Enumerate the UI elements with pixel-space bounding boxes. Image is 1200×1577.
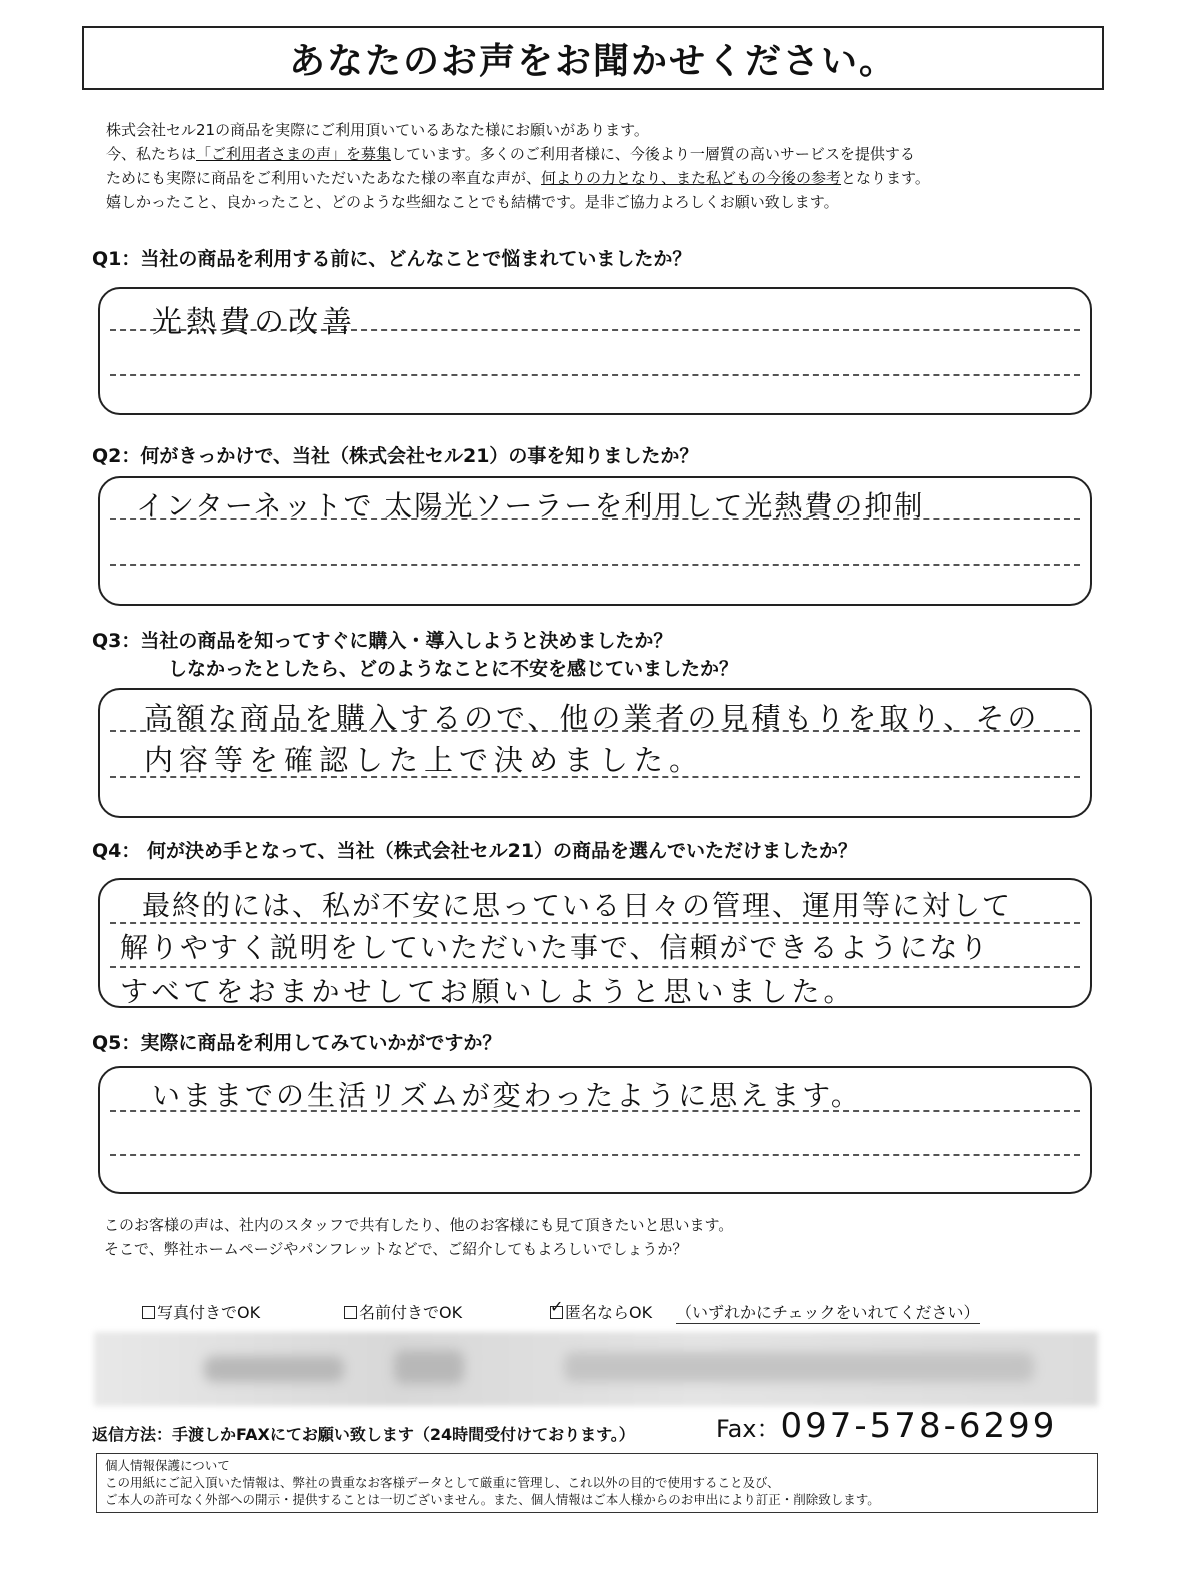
- answer-box-2: [98, 476, 1092, 606]
- title-box: [82, 26, 1104, 90]
- share-line-1: このお客様の声は、社内のスタッフで共有したり、他のお客様にも見て頂きたいと思います。: [104, 1216, 734, 1234]
- answer-2-line-1: インターネットで 太陽光ソーラーを利用して光熱費の抑制: [136, 489, 925, 522]
- privacy-notice: [96, 1453, 1098, 1513]
- answer-4-line-1: 最終的には、私が不安に思っている日々の管理、運用等に対して: [142, 889, 1013, 922]
- answer-box-4: [98, 878, 1092, 1008]
- option-photo[interactable]: [142, 1300, 260, 1323]
- privacy-line-2: この用紙にご記入頂いた情報は、弊社の貴重なお客様データとして厳重に管理し、これ以外の目的で使用すること及び、: [105, 1475, 780, 1490]
- intro-line-2-underlined: 「ご利用者さまの声」を募集: [196, 145, 392, 163]
- answer-4-line-3: すべてをおまかせしてお願いしようと思いました。: [120, 975, 856, 1008]
- fax-number-block: [716, 1406, 1057, 1446]
- question-2: Q2：何がきっかけで、当社（株式会社セル21）の事を知りましたか？: [92, 445, 699, 467]
- fax-label: Fax：: [716, 1415, 781, 1443]
- intro-line-3-a: ためにも実際に商品をご利用いただいたあなた様の率直な声が、: [106, 169, 542, 187]
- check-mark-icon: ✓: [550, 1297, 564, 1316]
- option-name-label: 名前付きでOK: [359, 1303, 463, 1322]
- intro-line-2-a: 今、私たちは: [106, 145, 197, 163]
- privacy-line-3: ご本人の許可なく外部への開示・提供することは一切ございません。また、個人情報はご本人様からのお申出により訂正・削除致します。: [105, 1492, 880, 1507]
- intro-text: [106, 118, 1096, 214]
- answer-box-5: [98, 1066, 1092, 1194]
- question-3b: しなかったとしたら、どのようなことに不安を感じていましたか？: [168, 658, 739, 680]
- reply-method: 返信方法：手渡しかFAXにてお願い致します（24時間受付けております。）: [92, 1425, 635, 1444]
- answer-3-line-1: 高額な商品を購入するので、他の業者の見積もりを取り、その: [144, 701, 1040, 735]
- intro-line-4: 嬉しかったこと、良かったこと、どのような些細なことでも結構です。是非ご協力よろしくお願い致します。: [106, 193, 839, 211]
- answer-line: [110, 374, 1080, 376]
- share-line-2: そこで、弊社ホームページやパンフレットなどで、ご紹介してもよろしいでしょうか？: [104, 1240, 688, 1258]
- anon-checkbox[interactable]: [550, 1297, 564, 1319]
- intro-line-3: [106, 166, 1096, 190]
- answer-4-line-2: 解りやすく説明をしていただいた事で、信頼ができるようになり: [120, 931, 990, 964]
- answer-box-3: [98, 688, 1092, 818]
- intro-line-2: [106, 142, 1096, 166]
- option-anon[interactable]: [550, 1297, 653, 1323]
- question-1: Q1：当社の商品を利用する前に、どんなことで悩まれていましたか？: [92, 248, 692, 270]
- question-5: Q5：実際に商品を利用してみていかがですか？: [92, 1032, 502, 1054]
- name-checkbox[interactable]: [344, 1306, 357, 1319]
- answer-line: [110, 1154, 1080, 1156]
- page-title: あなたのお声をお聞かせください。: [288, 40, 897, 82]
- redacted-block: [564, 1352, 1034, 1382]
- fax-number: 097-578-6299: [780, 1406, 1058, 1446]
- question-4: Q4： 何が決め手となって、当社（株式会社セル21）の商品を選んでいただけましたか？: [92, 840, 858, 862]
- redacted-block: [394, 1350, 464, 1384]
- answer-1-line-1: 光熱費の改善: [152, 305, 356, 340]
- share-request: [104, 1213, 733, 1261]
- privacy-heading: 個人情報保護について: [105, 1458, 230, 1473]
- intro-line-1: 株式会社セル21の商品を実際にご利用頂いているあなた様にお願いがあります。: [106, 121, 649, 139]
- answer-5-line-1: いままでの生活リズムが変わったように思えます。: [152, 1079, 862, 1112]
- intro-line-3-underlined: 何よりの力となり、また私どもの今後の参考: [541, 169, 842, 187]
- answer-line: [110, 966, 1080, 968]
- answer-box-1: [98, 287, 1092, 415]
- intro-line-3-b: となります。: [841, 169, 930, 187]
- option-photo-label: 写真付きでOK: [157, 1303, 261, 1322]
- redacted-customer-info: [94, 1332, 1098, 1406]
- redacted-block: [204, 1356, 344, 1382]
- answer-line: [110, 564, 1080, 566]
- option-name[interactable]: [344, 1300, 462, 1323]
- intro-line-2-b: しています。多くのご利用者様に、今後より一層質の高いサービスを提供する: [391, 145, 915, 163]
- question-3a: Q3：当社の商品を知ってすぐに購入・導入しようと決めましたか？: [92, 630, 673, 652]
- option-note: （いずれかにチェックをいれてください）: [676, 1300, 980, 1324]
- answer-3-line-2: 内容等を確認した上で決めました。: [144, 743, 705, 777]
- photo-checkbox[interactable]: [142, 1306, 155, 1319]
- option-anon-label: 匿名ならOK: [565, 1303, 653, 1322]
